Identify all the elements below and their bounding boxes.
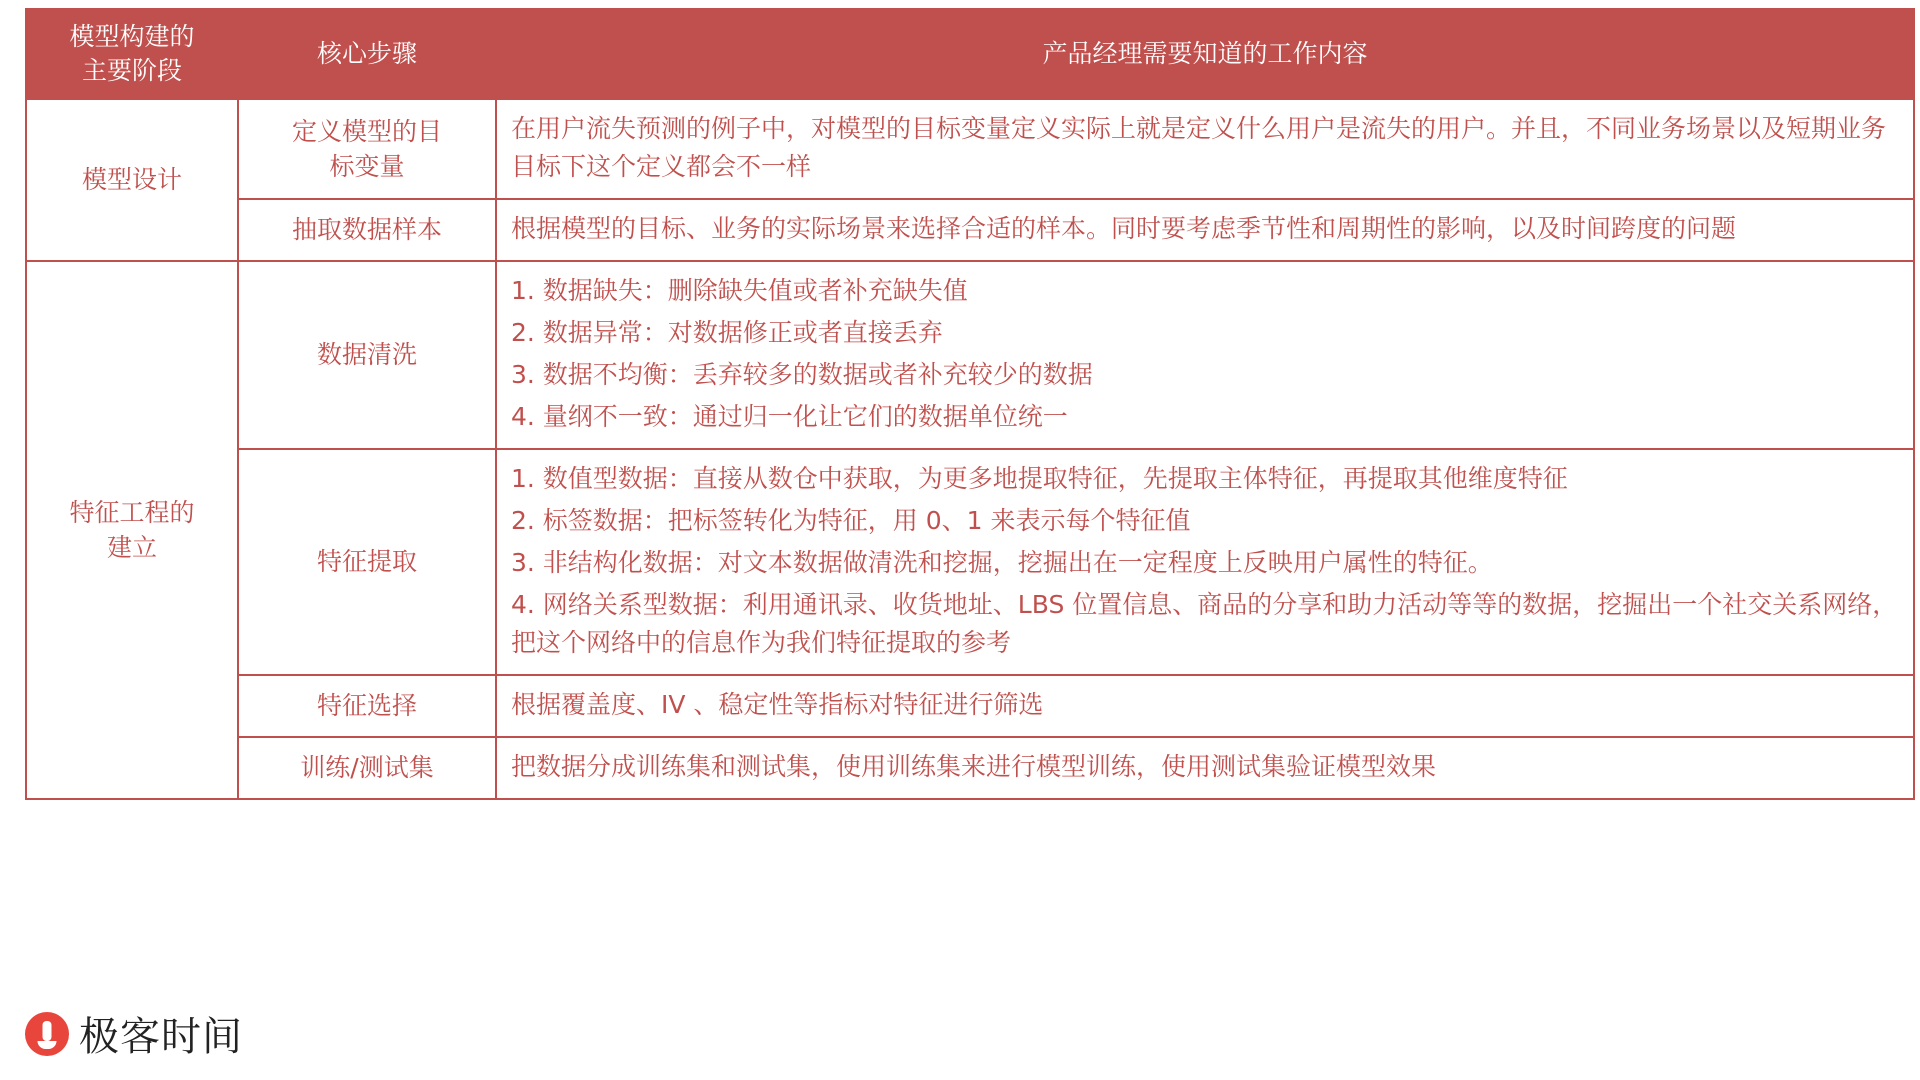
step-cell-data-cleaning xyxy=(238,261,496,449)
step-cell-train-test-split xyxy=(238,737,496,799)
step-cell-feature-selection xyxy=(238,675,496,737)
table-row xyxy=(26,199,1914,261)
content-paragraph: 2. 数据异常：对数据修正或者直接丢弃 xyxy=(511,317,943,347)
table-row xyxy=(26,675,1914,737)
step-label-line1: 特征提取 xyxy=(316,547,417,576)
content-cell-feature-extraction xyxy=(496,449,1914,675)
table-row xyxy=(26,99,1914,199)
content-paragraph: 根据模型的目标、业务的实际场景来选择合适的样本。同时要考虑季节性和周期性的影响，以及时间跨度的问题 xyxy=(511,213,1737,243)
stage-cell-model-design xyxy=(26,99,238,261)
header-stage-line2: 主要阶段 xyxy=(81,55,182,85)
table-header xyxy=(26,9,1914,99)
table-header-row xyxy=(26,9,1914,99)
table-body xyxy=(26,99,1914,799)
step-label-line1: 数据清洗 xyxy=(316,340,417,369)
content-cell-sample-extraction xyxy=(496,199,1914,261)
content-cell-feature-selection xyxy=(496,675,1914,737)
brand-name: 极客时间 xyxy=(79,1014,243,1060)
content-paragraph: 3. 非结构化数据：对文本数据做清洗和挖掘，挖掘出在一定程度上反映用户属性的特征。 xyxy=(511,547,1493,577)
step-label-line1: 训练/测试集 xyxy=(300,753,434,782)
geekbang-logo-icon xyxy=(25,1012,69,1056)
table-row xyxy=(26,449,1914,675)
stage-label-line1: 特征工程的 xyxy=(69,497,195,527)
content-paragraph: 2. 标签数据：把标签转化为特征，用 0、1 来表示每个特征值 xyxy=(511,505,1191,535)
content-paragraph: 4. 量纲不一致：通过归一化让它们的数据单位统一 xyxy=(511,401,1068,431)
content-cell-train-test-split xyxy=(496,737,1914,799)
stage-label-line1: 模型设计 xyxy=(81,165,182,194)
content-paragraph: 1. 数值型数据：直接从数仓中获取，为更多地提取特征，先提取主体特征，再提取其他维度特征 xyxy=(511,463,1568,493)
step-label-line1: 抽取数据样本 xyxy=(291,215,442,244)
content-cell-data-cleaning xyxy=(496,261,1914,449)
step-label-line1: 特征选择 xyxy=(316,691,417,720)
step-label-line2: 标变量 xyxy=(329,151,405,181)
stage-label-line2: 建立 xyxy=(106,532,157,562)
content-paragraph: 在用户流失预测的例子中，对模型的目标变量定义实际上就是定义什么用户是流失的用户。并且，不同业务场景以及短期业务目标下这个定义都会不一样 xyxy=(511,113,1887,181)
content-paragraph: 1. 数据缺失：删除缺失值或者补充缺失值 xyxy=(511,275,968,305)
content-paragraph: 3. 数据不均衡：丢弃较多的数据或者补充较少的数据 xyxy=(511,359,1093,389)
table-row xyxy=(26,261,1914,449)
header-stage xyxy=(26,9,238,99)
header-step: 核心步骤 xyxy=(238,9,496,99)
header-content: 产品经理需要知道的工作内容 xyxy=(496,9,1914,99)
content-paragraph: 根据覆盖度、IV 、稳定性等指标对特征进行筛选 xyxy=(511,689,1044,719)
step-label-line1: 定义模型的目 xyxy=(291,116,442,146)
content-paragraph: 4. 网络关系型数据：利用通讯录、收货地址、LBS 位置信息、商品的分享和助力活动等等的数据，挖掘出一个社交关系网络，把这个网络中的信息作为我们特征提取的参考 xyxy=(511,589,1898,657)
step-cell-feature-extraction xyxy=(238,449,496,675)
content-cell-define-target-variable xyxy=(496,99,1914,199)
model-building-table xyxy=(25,8,1915,800)
footer-brand xyxy=(25,1005,243,1062)
table-row xyxy=(26,737,1914,799)
content-paragraph: 把数据分成训练集和测试集，使用训练集来进行模型训练，使用测试集验证模型效果 xyxy=(511,751,1437,781)
header-stage-line1: 模型构建的 xyxy=(69,22,195,51)
step-cell-define-target-variable xyxy=(238,99,496,199)
step-cell-sample-extraction xyxy=(238,199,496,261)
stage-cell-feature-engineering xyxy=(26,261,238,799)
